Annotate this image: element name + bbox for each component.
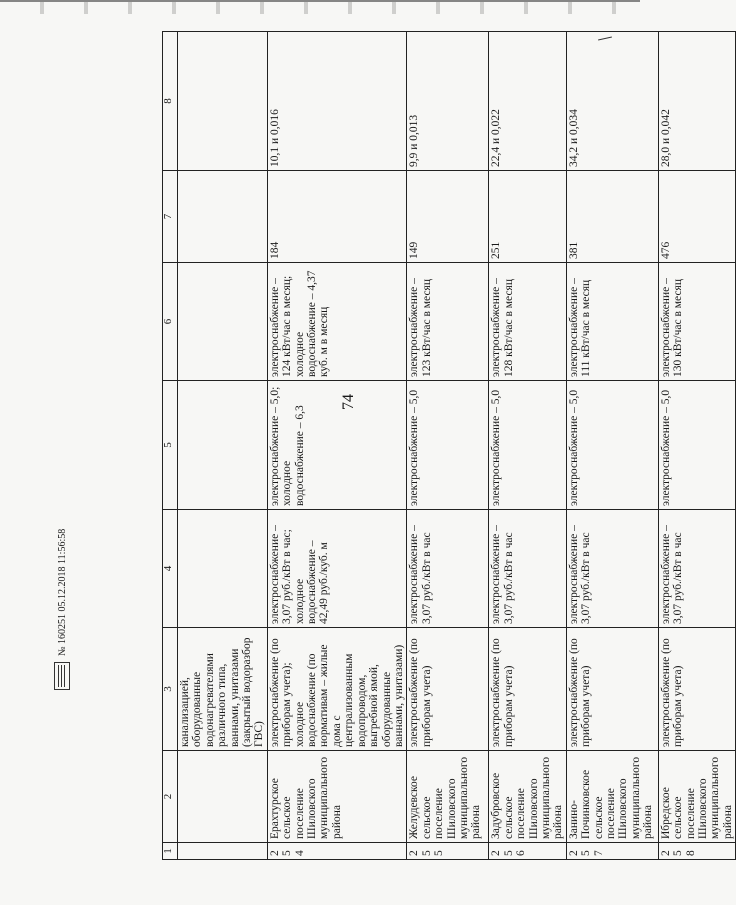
- consumption-volume: электроснабжение – 130 кВт/час в месяц: [658, 263, 735, 381]
- col-num-7: 7: [163, 171, 178, 263]
- col-num-4: 4: [163, 510, 178, 628]
- growth-index: электроснабжение – 5,0; холодное водоснабжение – 6,3: [267, 381, 406, 510]
- settlement-name: Ерахтурское сельское поселение Шиловского муниципального района: [267, 751, 406, 843]
- table-row: [407, 32, 489, 860]
- col-num-8: 8: [163, 32, 178, 171]
- tariff-table: [162, 31, 736, 860]
- service-category: электроснабжение (по приборам учета): [658, 628, 735, 751]
- continuation-row: [178, 32, 268, 860]
- page-number: 74: [340, 394, 357, 410]
- consumption-volume: электроснабжение – 128 кВт/час в месяц: [489, 263, 566, 381]
- growth-index: электроснабжение – 5,0: [407, 381, 489, 510]
- share: 22,4 и 0,022: [489, 32, 566, 171]
- column-number-row: [163, 32, 178, 860]
- tariff: электроснабжение – 3,07 руб./кВт в час: [566, 510, 658, 628]
- service-category: электроснабжение (по приборам учета); холодное водоснабжение (по нормативам – жилые дома с централизованным водопроводом, выгребной ямой, оборудованные ваннами, унитазами): [267, 628, 406, 751]
- share: 10,1 и 0,016: [267, 32, 406, 171]
- settlement-name: Ибредское сельское поселение Шиловского муниципального района: [658, 751, 735, 843]
- col-num-1: 1: [163, 843, 178, 860]
- share: 9,9 и 0,013: [407, 32, 489, 171]
- growth-index: электроснабжение – 5,0: [489, 381, 566, 510]
- col-num-2: 2: [163, 751, 178, 843]
- barcode-stamp-icon: [54, 662, 70, 690]
- consumption-volume: электроснабжение – 111 кВт/час в месяц: [566, 263, 658, 381]
- population: 149: [407, 171, 489, 263]
- growth-index: электроснабжение – 5,0: [566, 381, 658, 510]
- row-number: 257: [566, 843, 658, 860]
- row-number: 258: [658, 843, 735, 860]
- continuation-text: канализацией, оборудованные водонагревателями различного типа, ваннами, унитазами (закрытый водоразбор ГВС): [178, 628, 268, 751]
- rotated-table-container: [162, 32, 734, 860]
- share: 34,2 и 0,034: [566, 32, 658, 171]
- population: 184: [267, 171, 406, 263]
- row-number: 256: [489, 843, 566, 860]
- consumption-volume: электроснабжение – 124 кВт/час в месяц; холодное водоснабжение – 4,37 куб. м в месяц: [267, 263, 406, 381]
- tariff: электроснабжение – 3,07 руб./кВт в час: [407, 510, 489, 628]
- settlement-name: Желудевское сельское поселение Шиловского муниципального района: [407, 751, 489, 843]
- row-number: 254: [267, 843, 406, 860]
- table-row: [267, 32, 406, 860]
- tariff: электроснабжение – 3,07 руб./кВт в час: [658, 510, 735, 628]
- population: 476: [658, 171, 735, 263]
- table-row: [566, 32, 658, 860]
- service-category: электроснабжение (по приборам учета): [407, 628, 489, 751]
- settlement-name: Занино-Починковское сельское поселение Шиловского муниципального района: [566, 751, 658, 843]
- growth-index: электроснабжение – 5,0: [658, 381, 735, 510]
- share: 28,0 и 0,042: [658, 32, 735, 171]
- row-number: 255: [407, 843, 489, 860]
- col-num-6: 6: [163, 263, 178, 381]
- consumption-volume: электроснабжение – 123 кВт/час в месяц: [407, 263, 489, 381]
- population: 381: [566, 171, 658, 263]
- table-row: [489, 32, 566, 860]
- scan-artifact: [0, 0, 640, 14]
- col-num-5: 5: [163, 381, 178, 510]
- document-registration-number: № 160251 05.12.2018 11:56:58: [56, 528, 68, 656]
- service-category: электроснабжение (по приборам учета): [489, 628, 566, 751]
- tariff: электроснабжение – 3,07 руб./кВт в час; холодное водоснабжение – 42,49 руб./куб. м: [267, 510, 406, 628]
- tariff: электроснабжение – 3,07 руб./кВт в час: [489, 510, 566, 628]
- settlement-name: Задубровское сельское поселение Шиловского муниципального района: [489, 751, 566, 843]
- population: 251: [489, 171, 566, 263]
- table-row: [658, 32, 735, 860]
- document-footer: [54, 529, 70, 690]
- service-category: электроснабжение (по приборам учета): [566, 628, 658, 751]
- col-num-3: 3: [163, 628, 178, 751]
